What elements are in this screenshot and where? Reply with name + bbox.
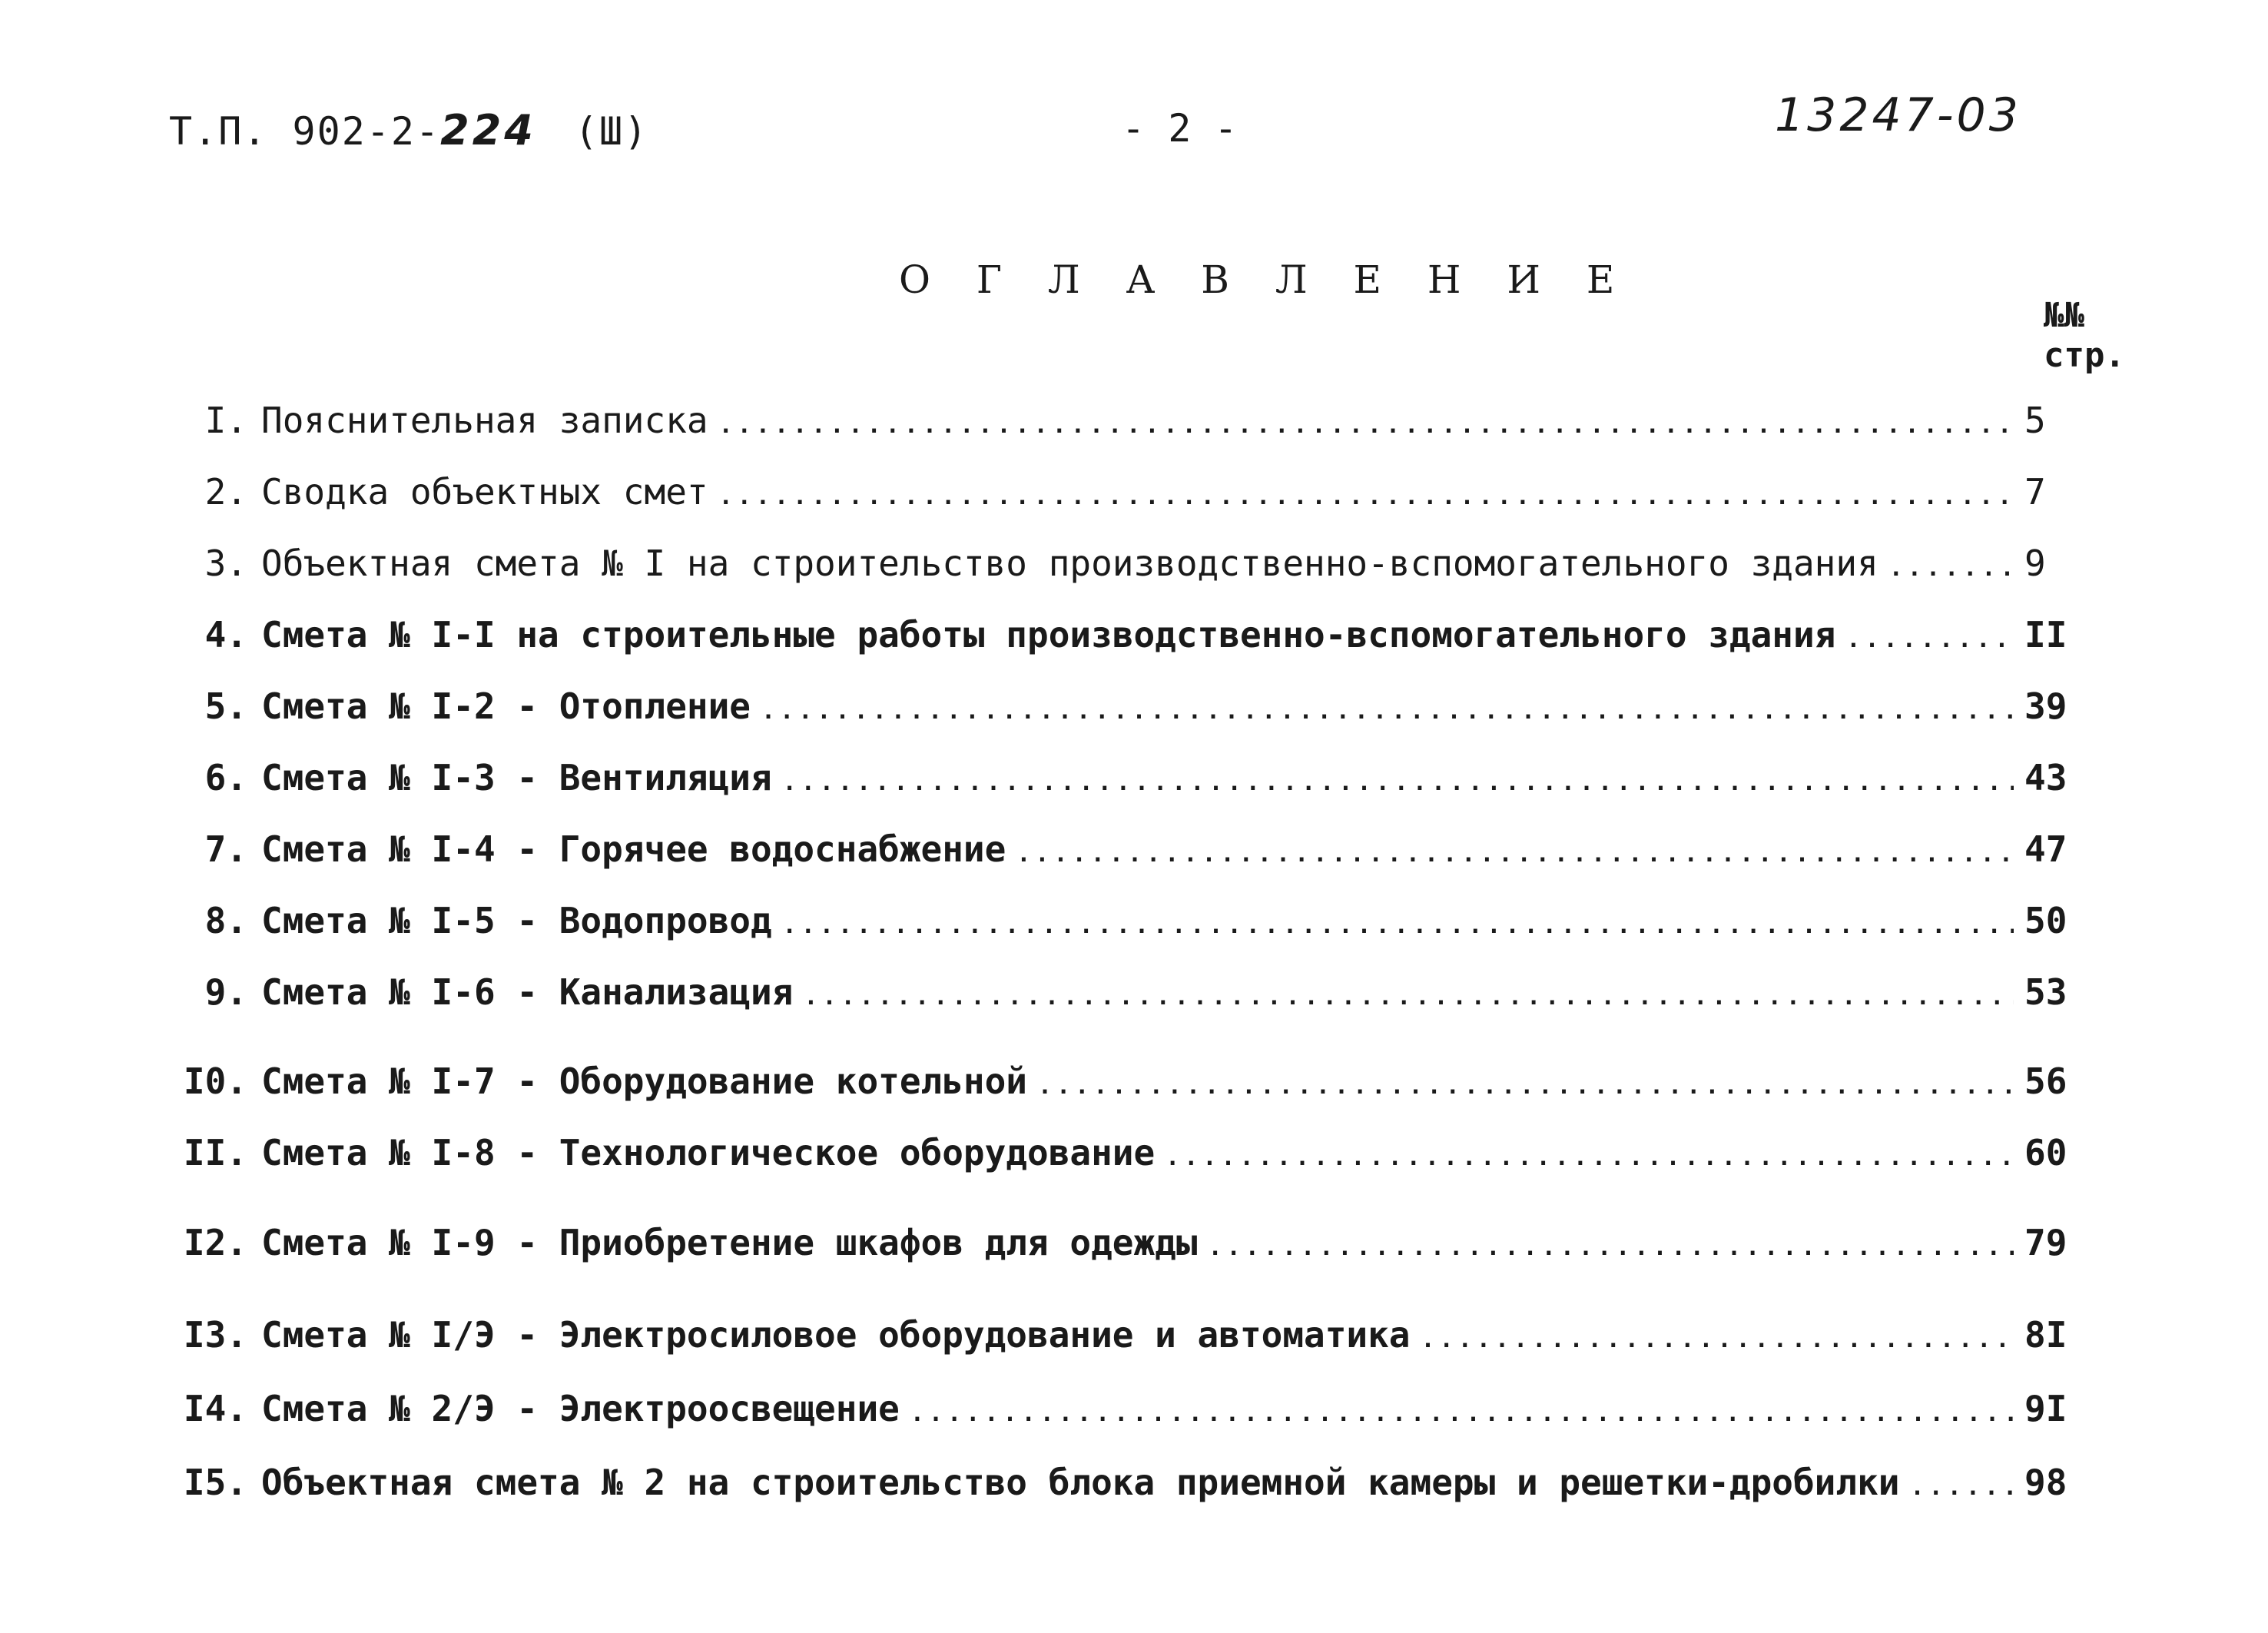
toc-row-page: 56 bbox=[2024, 1060, 2067, 1102]
toc-row-title: Смета № I-9 - Приобретение шкафов для одежды bbox=[261, 1222, 1198, 1263]
toc-row-number: I4. bbox=[183, 1388, 247, 1429]
toc-row-page: 39 bbox=[2024, 685, 2067, 727]
toc-dot-leader bbox=[1166, 1132, 2014, 1173]
toc-row-number: 7. bbox=[204, 828, 247, 870]
toc-row-number: 4. bbox=[204, 614, 247, 656]
toc-row-page: 79 bbox=[2024, 1222, 2067, 1263]
project-designation bbox=[169, 106, 648, 154]
page-column-header-line1: №№ bbox=[2044, 296, 2084, 335]
toc-title: О Г Л А В Л Е Н И Е bbox=[899, 257, 1632, 302]
tp-prefix: Т.П. 902-2- bbox=[169, 109, 441, 154]
toc-row bbox=[165, 1222, 2078, 1271]
toc-dot-leader bbox=[804, 971, 2014, 1013]
toc-row-number: 9. bbox=[204, 971, 247, 1013]
toc-row-title: Смета № I-3 - Вентиляция bbox=[261, 757, 772, 798]
page-column-header bbox=[2044, 296, 2125, 376]
toc-row bbox=[165, 471, 2078, 520]
toc-dot-leader bbox=[1209, 1222, 2014, 1263]
toc-row-title: Смета № I-4 - Горячее водоснабжение bbox=[261, 828, 1006, 870]
tp-handwritten-number: 224 bbox=[440, 106, 536, 154]
toc-dot-leader bbox=[783, 900, 2014, 941]
toc-row-number: 3. bbox=[204, 543, 247, 584]
toc-row bbox=[165, 1060, 2078, 1110]
toc-row bbox=[165, 400, 2078, 449]
toc-row-title: Объектная смета № I на строительство производственно-вспомогательного здания bbox=[261, 543, 1878, 584]
toc-dot-leader bbox=[761, 685, 2014, 727]
toc-row bbox=[165, 685, 2078, 735]
toc-row-page: 50 bbox=[2024, 900, 2067, 941]
toc-row-number: 5. bbox=[204, 685, 247, 727]
toc-row-number: I3. bbox=[183, 1314, 247, 1356]
toc-row bbox=[165, 614, 2078, 663]
toc-row bbox=[165, 1462, 2078, 1511]
toc-dot-leader bbox=[1421, 1314, 2014, 1356]
series-label: (Ш) bbox=[574, 109, 649, 154]
toc-row-page: 7 bbox=[2024, 471, 2046, 513]
document-code: 13247-03 bbox=[1775, 88, 2021, 142]
toc-row-number: I5. bbox=[183, 1462, 247, 1503]
page-column-header-line2: стр. bbox=[2044, 336, 2125, 375]
toc-row-title: Смета № I-2 - Отопление bbox=[261, 685, 751, 727]
toc-row bbox=[165, 1314, 2078, 1363]
toc-row-number: II. bbox=[183, 1132, 247, 1173]
toc-row-page: 43 bbox=[2024, 757, 2067, 798]
toc-dot-leader bbox=[1846, 614, 2014, 656]
toc-row-number: 8. bbox=[204, 900, 247, 941]
toc-row bbox=[165, 828, 2078, 878]
toc-dot-leader bbox=[1889, 543, 2014, 584]
toc-row bbox=[165, 900, 2078, 949]
toc-row-title: Пояснительная записка bbox=[261, 400, 708, 441]
toc-row-title: Смета № I-5 - Водопровод bbox=[261, 900, 772, 941]
toc-dot-leader bbox=[1016, 828, 2014, 870]
toc-row-title: Смета № 2/Э - Электроосвещение bbox=[261, 1388, 900, 1429]
toc-dot-leader bbox=[719, 471, 2014, 513]
toc-row-title: Смета № I-6 - Канализация bbox=[261, 971, 794, 1013]
toc-row bbox=[165, 971, 2078, 1021]
toc-row-title: Смета № I-7 - Оборудование котельной bbox=[261, 1060, 1027, 1102]
toc-row-title: Сводка объектных смет bbox=[261, 471, 708, 513]
toc-dot-leader bbox=[910, 1388, 2014, 1429]
toc-row-title: Смета № I/Э - Электросиловое оборудование и автоматика bbox=[261, 1314, 1411, 1356]
toc-row-page: 98 bbox=[2024, 1462, 2067, 1503]
toc-row-page: 47 bbox=[2024, 828, 2067, 870]
toc-row-number: 6. bbox=[204, 757, 247, 798]
page-number: - 2 - bbox=[1122, 106, 1238, 151]
toc-row-number: I0. bbox=[183, 1060, 247, 1102]
toc-row-page: 5 bbox=[2024, 400, 2046, 441]
toc-row-number: 2. bbox=[204, 471, 247, 513]
toc-dot-leader bbox=[1910, 1462, 2014, 1503]
toc-row-page: 60 bbox=[2024, 1132, 2067, 1173]
toc-dot-leader bbox=[783, 757, 2014, 798]
toc-row bbox=[165, 1132, 2078, 1181]
toc-row-title: Смета № I-I на строительные работы производственно-вспомогательного здания bbox=[261, 614, 1836, 656]
toc-row-number: I. bbox=[204, 400, 247, 441]
toc-row-number: I2. bbox=[183, 1222, 247, 1263]
toc-dot-leader bbox=[1038, 1060, 2014, 1102]
toc-row-title: Смета № I-8 - Технологическое оборудование bbox=[261, 1132, 1156, 1173]
toc-dot-leader bbox=[719, 400, 2014, 441]
toc-row-page: 8I bbox=[2024, 1314, 2067, 1356]
toc-row bbox=[165, 543, 2078, 592]
toc-row bbox=[165, 1388, 2078, 1437]
toc-row-page: 9 bbox=[2024, 543, 2046, 584]
toc-row-page: 53 bbox=[2024, 971, 2067, 1013]
toc-row bbox=[165, 757, 2078, 806]
toc-row-title: Объектная смета № 2 на строительство блока приемной камеры и решетки-дробилки bbox=[261, 1462, 1900, 1503]
toc-row-page: II bbox=[2024, 614, 2067, 656]
toc-row-page: 9I bbox=[2024, 1388, 2067, 1429]
